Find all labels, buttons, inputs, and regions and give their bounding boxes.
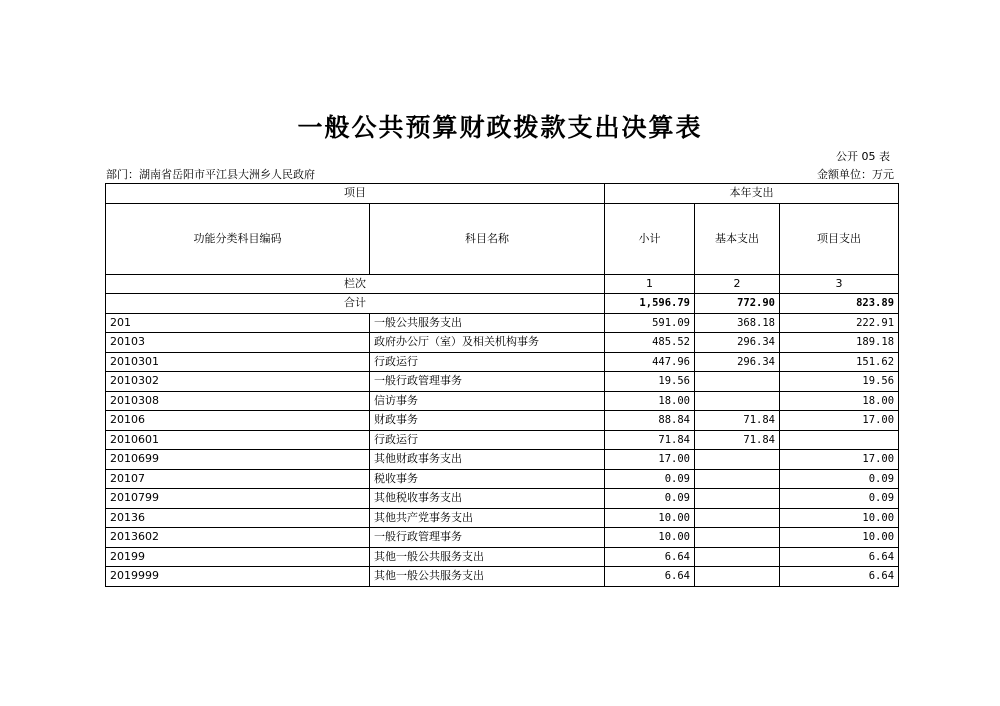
row-project: 10.00 — [780, 528, 899, 548]
table-row — [106, 547, 899, 567]
total-label: 合计 — [106, 294, 605, 314]
row-basic — [695, 391, 780, 411]
row-name: 一般公共服务支出 — [370, 313, 605, 333]
header-code: 功能分类科目编码 — [106, 203, 370, 274]
page-title: 一般公共预算财政拨款支出决算表 — [297, 113, 703, 142]
row-basic — [695, 528, 780, 548]
header-row-2 — [106, 203, 899, 274]
department-label: 部门：湖南省岳阳市平江县大洲乡人民政府 — [106, 168, 315, 181]
unit-label: 金额单位：万元 — [817, 168, 894, 181]
row-project: 17.00 — [780, 411, 899, 431]
row-code: 2010308 — [106, 391, 370, 411]
row-code: 2010699 — [106, 450, 370, 470]
table-row — [106, 372, 899, 392]
row-basic: 71.84 — [695, 411, 780, 431]
row-name: 其他一般公共服务支出 — [370, 547, 605, 567]
row-project: 222.91 — [780, 313, 899, 333]
row-basic — [695, 450, 780, 470]
row-name: 行政运行 — [370, 352, 605, 372]
header-subtotal: 小计 — [605, 203, 695, 274]
header-current-year: 本年支出 — [605, 184, 899, 204]
row-subtotal: 485.52 — [605, 333, 695, 353]
header-name: 科目名称 — [370, 203, 605, 274]
row-code: 201 — [106, 313, 370, 333]
row-basic — [695, 547, 780, 567]
total-subtotal: 1,596.79 — [605, 294, 695, 314]
table-row — [106, 528, 899, 548]
row-name: 财政事务 — [370, 411, 605, 431]
row-name: 其他共产党事务支出 — [370, 508, 605, 528]
row-project: 0.09 — [780, 489, 899, 509]
row-project: 17.00 — [780, 450, 899, 470]
header-basic: 基本支出 — [695, 203, 780, 274]
row-subtotal: 0.09 — [605, 489, 695, 509]
row-project: 6.64 — [780, 547, 899, 567]
table-row — [106, 430, 899, 450]
row-basic: 368.18 — [695, 313, 780, 333]
row-name: 一般行政管理事务 — [370, 372, 605, 392]
header-project-expenditure: 项目支出 — [780, 203, 899, 274]
row-name: 税收事务 — [370, 469, 605, 489]
row-subtotal: 6.64 — [605, 567, 695, 587]
row-subtotal: 6.64 — [605, 547, 695, 567]
table-row — [106, 411, 899, 431]
total-project: 823.89 — [780, 294, 899, 314]
column-number-2: 2 — [695, 274, 780, 294]
row-project: 6.64 — [780, 567, 899, 587]
row-project: 151.62 — [780, 352, 899, 372]
table-row — [106, 469, 899, 489]
row-name: 信访事务 — [370, 391, 605, 411]
column-number-label: 栏次 — [106, 274, 605, 294]
row-code: 20107 — [106, 469, 370, 489]
row-subtotal: 18.00 — [605, 391, 695, 411]
table-row — [106, 333, 899, 353]
row-code: 2010601 — [106, 430, 370, 450]
total-basic: 772.90 — [695, 294, 780, 314]
row-project: 189.18 — [780, 333, 899, 353]
row-subtotal: 19.56 — [605, 372, 695, 392]
row-basic — [695, 508, 780, 528]
row-code: 20136 — [106, 508, 370, 528]
row-basic: 296.34 — [695, 333, 780, 353]
row-project — [780, 430, 899, 450]
row-name: 一般行政管理事务 — [370, 528, 605, 548]
row-subtotal: 591.09 — [605, 313, 695, 333]
table-row — [106, 508, 899, 528]
column-number-row — [106, 274, 899, 294]
table-row — [106, 450, 899, 470]
row-project: 18.00 — [780, 391, 899, 411]
row-basic — [695, 489, 780, 509]
row-name: 行政运行 — [370, 430, 605, 450]
row-subtotal: 447.96 — [605, 352, 695, 372]
row-name: 其他财政事务支出 — [370, 450, 605, 470]
row-basic: 71.84 — [695, 430, 780, 450]
row-code: 2010302 — [106, 372, 370, 392]
row-code: 2013602 — [106, 528, 370, 548]
column-number-3: 3 — [780, 274, 899, 294]
row-code: 2010799 — [106, 489, 370, 509]
row-project: 19.56 — [780, 372, 899, 392]
row-subtotal: 17.00 — [605, 450, 695, 470]
table-row — [106, 391, 899, 411]
header-row-1 — [106, 184, 899, 204]
row-name: 其他一般公共服务支出 — [370, 567, 605, 587]
row-subtotal: 71.84 — [605, 430, 695, 450]
expenditure-table — [105, 183, 899, 587]
row-basic — [695, 469, 780, 489]
row-code: 2019999 — [106, 567, 370, 587]
row-name: 政府办公厅（室）及相关机构事务 — [370, 333, 605, 353]
row-code: 20103 — [106, 333, 370, 353]
column-number-1: 1 — [605, 274, 695, 294]
row-code: 20199 — [106, 547, 370, 567]
row-subtotal: 10.00 — [605, 508, 695, 528]
row-subtotal: 0.09 — [605, 469, 695, 489]
row-code: 20106 — [106, 411, 370, 431]
total-row — [106, 294, 899, 314]
row-basic: 296.34 — [695, 352, 780, 372]
row-basic — [695, 372, 780, 392]
table-row — [106, 352, 899, 372]
row-project: 0.09 — [780, 469, 899, 489]
form-number: 公开 05 表 — [836, 150, 890, 163]
row-project: 10.00 — [780, 508, 899, 528]
row-subtotal: 88.84 — [605, 411, 695, 431]
row-name: 其他税收事务支出 — [370, 489, 605, 509]
row-basic — [695, 567, 780, 587]
row-subtotal: 10.00 — [605, 528, 695, 548]
table-row — [106, 489, 899, 509]
row-code: 2010301 — [106, 352, 370, 372]
table-row — [106, 567, 899, 587]
header-project: 项目 — [106, 184, 605, 204]
table-row — [106, 313, 899, 333]
